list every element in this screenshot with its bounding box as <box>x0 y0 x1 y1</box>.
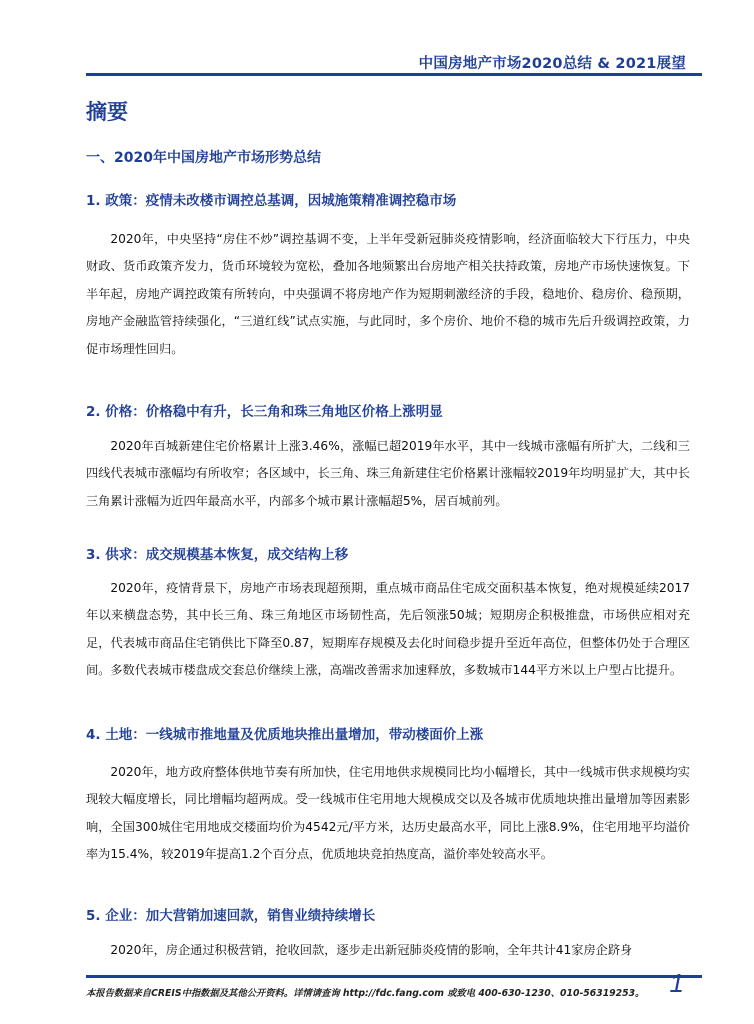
section-heading: 一、2020年中国房地产市场形势总结 <box>86 150 321 166</box>
subsection-heading-price: 2. 价格：价格稳中有升，长三角和珠三角地区价格上涨明显 <box>86 404 443 420</box>
page-number: 1 <box>669 968 684 998</box>
subsection-heading-enterprise: 5. 企业：加大营销加速回款，销售业绩持续增长 <box>86 908 376 924</box>
report-header-title: 中国房地产市场2020总结 & 2021展望 <box>418 56 686 72</box>
paragraph-land: 2020年，地方政府整体供地节奏有所加快，住宅用地供求规模同比均小幅增长，其中一线城市供求规模均实现较大幅度增长，同比增幅均超两成。受一线城市住宅用地大规模成交以及各城市优质地块推出量增加等因素影响，全国300城住宅用地成交楼面均价为4542元/平方米，达历史最高水平，同比上涨8.9%，住宅用地平均溢价率为15.4%，较2019年提高1.2个百分点，优质地块竞拍热度高，溢价率处较高水平。 <box>86 765 690 862</box>
subsection-heading-policy: 1. 政策：疫情未改楼市调控总基调，因城施策精准调控稳市场 <box>86 193 457 209</box>
subsection-heading-land: 4. 土地：一线城市推地量及优质地块推出量增加，带动楼面价上涨 <box>86 727 484 743</box>
paragraph-enterprise: 2020年，房企通过积极营销，抢收回款，逐步走出新冠肺炎疫情的影响，全年共计41家房企跻身 <box>110 943 633 957</box>
footer-divider <box>86 975 702 978</box>
page-title: 摘要 <box>86 100 128 124</box>
paragraph-policy: 2020年，中央坚持“房住不炒”调控基调不变，上半年受新冠肺炎疫情影响，经济面临较大下行压力，中央财政、货币政策齐发力，货币环境较为宽松，叠加各地频繁出台房地产相关扶持政策，房地产市场快速恢复。下半年起，房地产调控政策有所转向，中央强调不将房地产作为短期刺激经济的手段，稳地价、稳房价、稳预期，房地产金融监管持续强化，“三道红线”试点实施，与此同时，多个房价、地价不稳的城市先后升级调控政策，力促市场理性回归。 <box>86 232 690 356</box>
paragraph-price: 2020年百城新建住宅价格累计上涨3.46%，涨幅已超2019年水平，其中一线城市涨幅有所扩大，二线和三四线代表城市涨幅均有所收窄；各区域中，长三角、珠三角新建住宅价格累计涨幅较2019年均明显扩大，其中长三角累计涨幅为近四年最高水平，内部多个城市累计涨幅超5%，居百城前列。 <box>86 439 690 508</box>
paragraph-supply-demand: 2020年，疫情背景下，房地产市场表现超预期，重点城市商品住宅成交面积基本恢复，绝对规模延续2017年以来横盘态势，其中长三角、珠三角地区市场韧性高，先后领涨50城；短期房企积极推盘，市场供应相对充足，代表城市商品住宅销供比下降至0.87，短期库存规模及去化时间稳步提升至近年高位，但整体仍处于合理区间。多数代表城市楼盘成交套总价继续上涨，高端改善需求加速释放，多数城市144平方米以上户型占比提升。 <box>86 581 690 678</box>
subsection-heading-supply-demand: 3. 供求：成交规模基本恢复，成交结构上移 <box>86 547 349 563</box>
footer-source-note: 本报告数据来自CREIS中指数据及其他公开资料。详情请查询 http://fdc.fang.com 或致电 400-630-1230、010-56319253。 <box>86 988 645 999</box>
header-divider <box>86 73 702 76</box>
